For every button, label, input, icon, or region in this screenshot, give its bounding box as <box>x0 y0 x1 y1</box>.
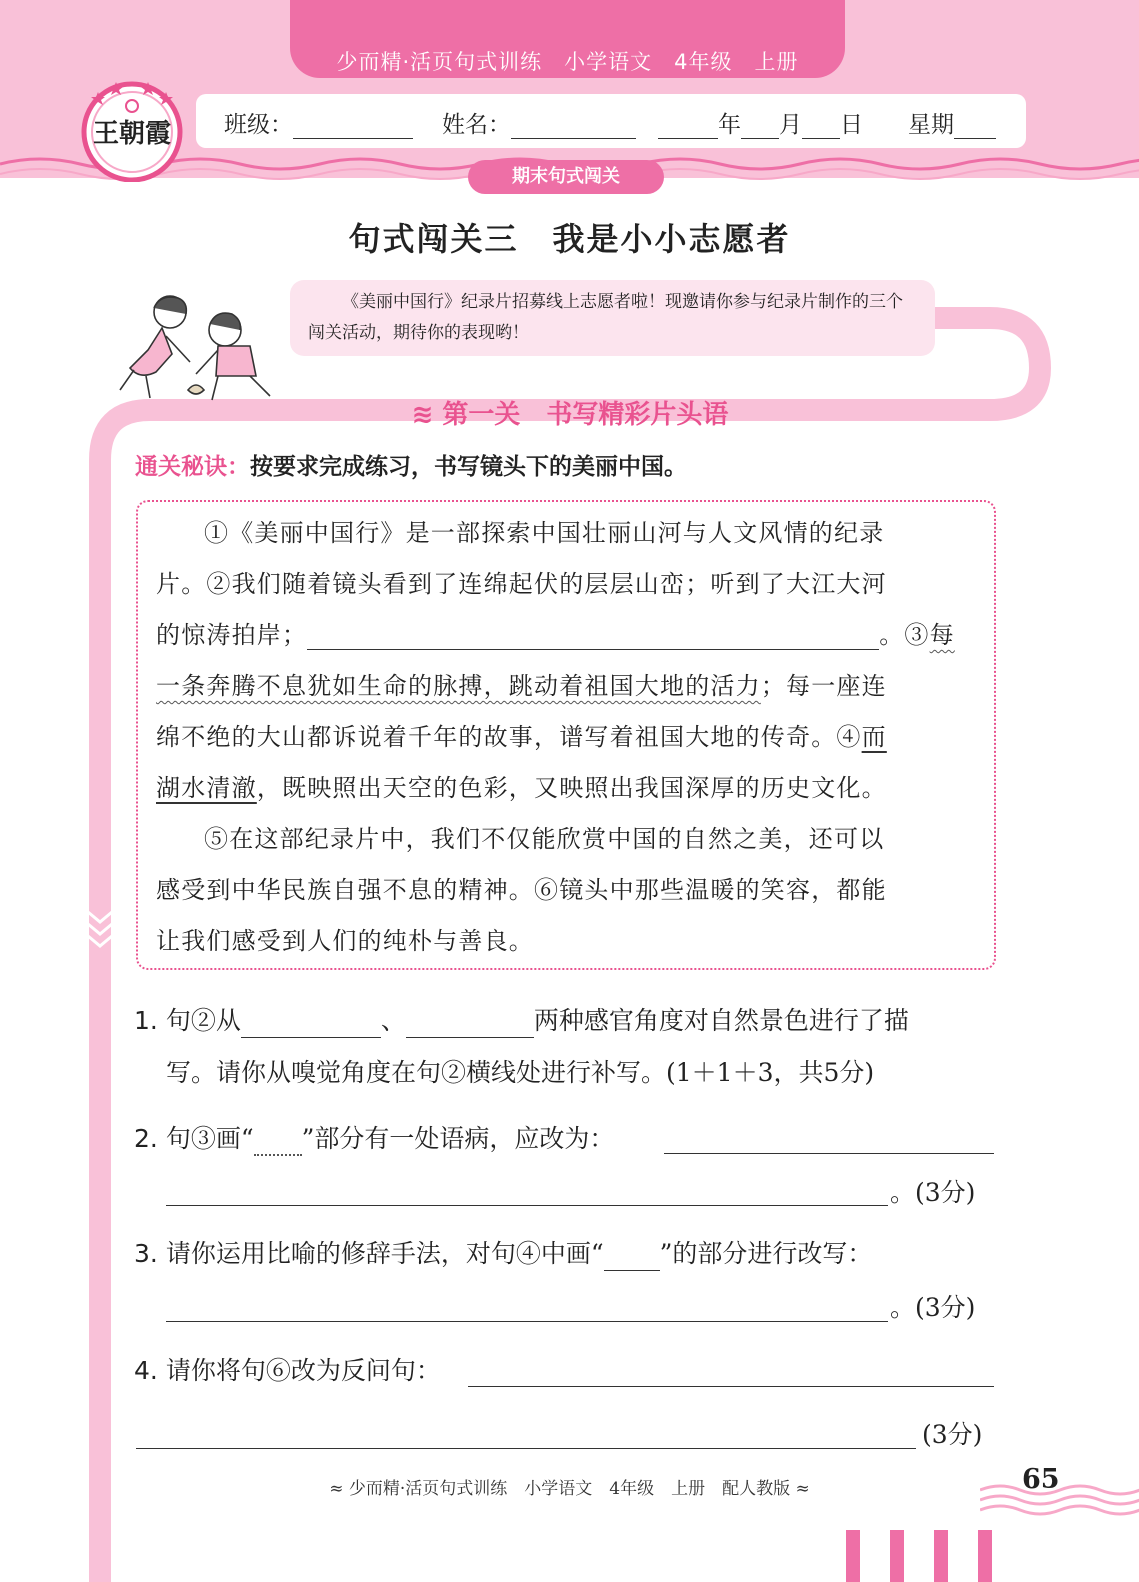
page-footer: ≈ 少而精·活页句式训练 小学语文 4年级 上册 配人教版 ≈ <box>329 1479 810 1499</box>
svg-text:王朝霞: 王朝霞 <box>92 119 172 149</box>
stage-tab: 期末句式闯关 <box>468 160 664 194</box>
page-title: 句式闯关三 我是小小志愿者 <box>348 220 791 258</box>
series-title: 少而精·活页句式训练 小学语文 4年级 上册 <box>336 50 799 74</box>
question-4: 4. 请你将句⑥改为反问句： <box>134 1356 441 1385</box>
q4-answer-line-1[interactable] <box>468 1385 994 1387</box>
passage-line: 一条奔腾不息犹如生命的脉搏，跳动着祖国大地的活力；每一座连 <box>156 672 887 700</box>
passage-line: ⑤在这部纪录片中，我们不仅能欣赏中国的自然之美，还可以 <box>204 825 885 853</box>
q4-answer-line-2[interactable] <box>136 1447 916 1449</box>
q2-score: 。(3分) <box>890 1178 976 1207</box>
children-planting-illustration <box>100 290 290 410</box>
passage-line: 的惊涛拍岸； 。③每 <box>156 621 955 649</box>
passage-line: 绵不绝的大山都诉说着千年的故事，谱写着祖国大地的传奇。④而 <box>156 723 887 751</box>
q2-answer-line-2[interactable] <box>166 1204 888 1206</box>
wavy-underlined-text: 一条奔腾不息犹如生命的脉搏，跳动着祖国大地的活力 <box>156 672 761 700</box>
weekday-field[interactable]: 星期 <box>908 106 996 139</box>
q1-blank-1[interactable] <box>241 1010 381 1038</box>
tip-text: 按要求完成练习，书写镜头下的美丽中国。 <box>250 454 687 480</box>
passage-line: ①《美丽中国行》是一部探索中国壮丽山河与人文风情的纪录 <box>204 519 885 547</box>
passage-line: 湖水清澈，既映照出天空的色彩，又映照出我国深厚的历史文化。 <box>156 774 887 802</box>
intro-box: 《美丽中国行》纪录片招募线上志愿者啦！现邀请你参与纪录片制作的三个闯关活动，期待你的表现哟！ <box>290 280 935 356</box>
publisher-logo <box>78 78 186 182</box>
q3-answer-line[interactable] <box>166 1320 888 1322</box>
passage-line: 片。②我们随着镜头看到了连绵起伏的层层山峦；听到了大江大河 <box>156 570 887 598</box>
passage-line: 感受到中华民族自强不息的精神。⑥镜头中那些温暖的笑容，都能 <box>156 876 887 904</box>
straight-underlined-text: 湖水清澈 <box>156 774 257 802</box>
class-field[interactable]: 班级： <box>224 106 413 139</box>
q4-score: (3分) <box>922 1420 983 1449</box>
straight-line-sample <box>604 1243 660 1271</box>
q3-score: 。(3分) <box>890 1293 976 1322</box>
tip-label: 通关秘诀： <box>135 454 250 480</box>
question-3: 3. 请你运用比喻的修辞手法，对句④中画“ ”的部分进行改写： <box>134 1237 872 1271</box>
q1-blank-2[interactable] <box>406 1010 534 1038</box>
question-2: 2. 句③画“ ”部分有一处语病，应改为： <box>134 1122 614 1156</box>
wavy-line-sample <box>254 1130 302 1156</box>
date-field[interactable]: 年 月 日 <box>658 106 863 139</box>
footer-wave-decoration <box>980 1478 1139 1518</box>
question-1: 1. 句②从 、 两种感官角度对自然景色进行了描 <box>134 1004 909 1038</box>
bottom-bars-decoration <box>846 1530 1006 1582</box>
student-info-box <box>196 94 1026 148</box>
q2-answer-line-1[interactable] <box>664 1152 994 1154</box>
passage-line: 让我们感受到人们的纯朴与善良。 <box>156 927 534 955</box>
sentence-2-smell-blank[interactable] <box>307 624 879 650</box>
level-tip <box>135 448 687 481</box>
question-1-continued: 写。请你从嗅觉角度在句②横线处进行补写。(1＋1＋3，共5分) <box>166 1058 875 1087</box>
page-number: 65 <box>1022 1464 1060 1495</box>
level-title: ≋ 第一关 书写精彩片头语 <box>411 400 729 430</box>
name-field[interactable]: 姓名： <box>442 106 636 139</box>
